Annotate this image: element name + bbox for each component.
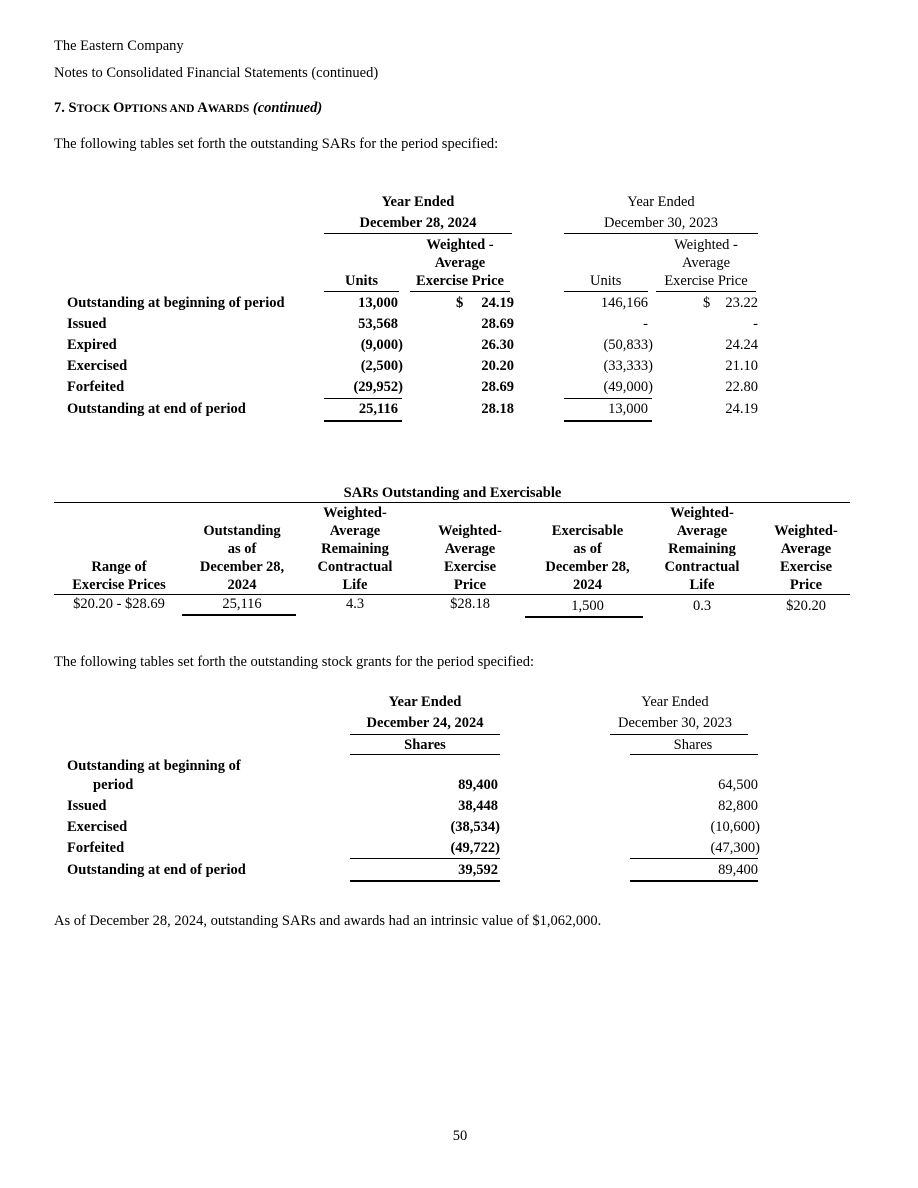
sars-total-rule-2	[564, 420, 652, 422]
company-name: The Eastern Company	[54, 38, 184, 54]
sars-units-header-2: Units	[590, 273, 622, 289]
sars-oe-top-rule	[54, 502, 850, 503]
section-heading: 7. STOCK OPTIONS AND AWARDS (continued)	[54, 100, 323, 116]
sars-oe-col-ex-price: Weighted- Average Exercise Price	[774, 523, 838, 593]
sars-wa-rule-2	[656, 291, 756, 292]
sars-subtotal-rule-2	[564, 398, 652, 399]
sars-intro-text: The following tables set forth the outstanding SARs for the period specified:	[54, 136, 499, 152]
grants-period1-header-line2: December 24, 2024	[366, 715, 484, 731]
sars-wa-rule-1	[410, 291, 510, 292]
sars-oe-total-rule-1	[182, 614, 296, 616]
sars-period1-rule	[324, 233, 512, 234]
grants-period1-header-line1: Year Ended	[388, 694, 462, 710]
sars-period2-header-line1: Year Ended	[627, 194, 695, 210]
sars-oe-header-rule	[54, 594, 850, 595]
page-number: 50	[452, 1128, 468, 1144]
grants-intro-text: The following tables set forth the outstanding stock grants for the period specified:	[54, 654, 534, 670]
sars-total-rule-1	[324, 420, 402, 422]
grants-shares-rule-1	[350, 754, 500, 755]
sars-units-rule-2	[564, 291, 648, 292]
intrinsic-value-note: As of December 28, 2024, outstanding SARs and awards had an intrinsic value of $1,062,000.	[54, 913, 602, 929]
sars-subtotal-rule-1	[324, 398, 402, 399]
grants-total-rule-1	[350, 880, 500, 882]
grants-total-rule-2	[630, 880, 758, 882]
sars-oe-col-ex-life: Weighted- Average Remaining Contractual Life	[664, 505, 740, 593]
sars-period1-header-line2: December 28, 2024	[359, 215, 477, 231]
sars-units-header-1: Units	[345, 273, 379, 289]
grants-period1-rule	[350, 734, 500, 735]
grants-shares-header-2: Shares	[673, 737, 713, 753]
sars-oe-col-price: Weighted- Average Exercise Price	[438, 523, 502, 593]
sars-oe-title: SARs Outstanding and Exercisable	[343, 485, 562, 501]
sars-wa-header-2: Weighted - Average Exercise Price	[664, 237, 748, 289]
sars-oe-col-exercisable: Exercisable as of December 28, 2024	[545, 523, 630, 593]
grants-period2-rule	[610, 734, 748, 735]
sars-units-rule-1	[324, 291, 399, 292]
sars-period2-header-line2: December 30, 2023	[604, 215, 718, 231]
sars-oe-col-life: Weighted- Average Remaining Contractual Life	[317, 505, 393, 593]
sars-wa-header-1: Weighted - Average Exercise Price	[416, 237, 504, 289]
grants-period2-header-line2: December 30, 2023	[618, 715, 732, 731]
sars-period2-rule	[564, 233, 758, 234]
grants-period2-header-line1: Year Ended	[641, 694, 709, 710]
grants-shares-header-1: Shares	[404, 737, 446, 753]
grants-subtotal-rule-1	[350, 858, 500, 859]
sars-oe-col-range: Range of Exercise Prices	[72, 559, 166, 593]
grants-subtotal-rule-2	[630, 858, 758, 859]
sars-period1-header-line1: Year Ended	[381, 194, 455, 210]
document-subtitle: Notes to Consolidated Financial Statements (continued)	[54, 65, 379, 81]
grants-shares-rule-2	[630, 754, 758, 755]
sars-oe-total-rule-2	[525, 616, 643, 618]
sars-oe-col-outstanding: Outstanding as of December 28, 2024	[199, 523, 285, 593]
